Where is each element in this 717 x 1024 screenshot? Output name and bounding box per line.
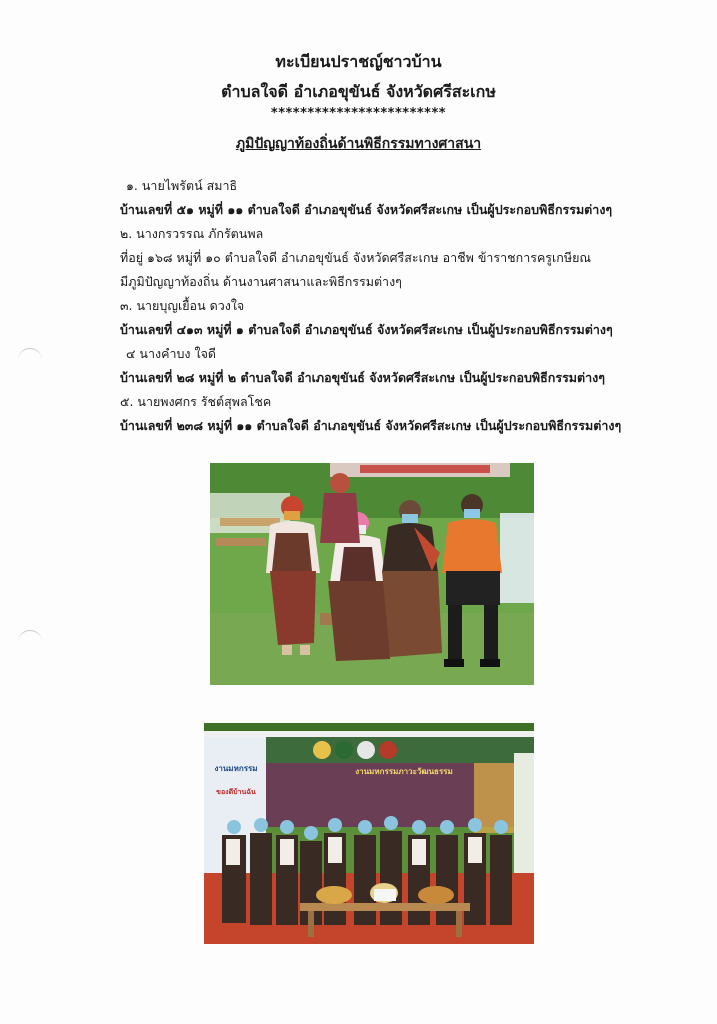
event-group-photo bbox=[204, 723, 534, 944]
entry-name: ๒. นางกรวรรณ ภักรัตนพล bbox=[120, 226, 264, 241]
entries-list bbox=[120, 174, 680, 438]
entry-detail: มีภูมิปัญญาท้องถิ่น ด้านงานศาสนาและพิธีกรรมต่างๆ bbox=[120, 274, 402, 289]
document-location: ตำบลใจดี อำเภอขุขันธ์ จังหวัดศรีสะเกษ bbox=[221, 82, 496, 101]
group-photo-outdoor-illustration bbox=[210, 463, 534, 685]
banner-main-title: งานมหกรรมภาวะวัฒนธรรม bbox=[355, 767, 453, 776]
entry-detail: ที่อยู่ ๑๖๘ หมู่ที่ ๑๐ ตำบลใจดี อำเภอขุขันธ์ จังหวัดศรีสะเกษ อาชีพ ข้าราชการครูเกษียณ bbox=[120, 250, 592, 265]
entry-detail: บ้านเลขที่ ๒๓๘ หมู่ที่ ๑๑ ตำบลใจดี อำเภอขุขันธ์ จังหวัดศรีสะเกษ เป็นผู้ประกอบพิธีกรรมต่างๆ bbox=[120, 418, 622, 433]
entry-detail: บ้านเลขที่ ๔๑๓ หมู่ที่ ๑ ตำบลใจดี อำเภอขุขันธ์ จังหวัดศรีสะเกษ เป็นผู้ประกอบพิธีกรรมต่างๆ bbox=[120, 322, 613, 337]
entry-name: ๕. นายพงศกร รัชต์สุพลโชค bbox=[120, 394, 272, 409]
entry-name: ๓. นายบุญเยื้อน ดวงใจ bbox=[120, 298, 245, 313]
event-group-photo-illustration bbox=[204, 723, 534, 944]
banner-left-subtitle: ของดีบ้านฉัน bbox=[216, 788, 256, 796]
entry-detail: บ้านเลขที่ ๒๘ หมู่ที่ ๒ ตำบลใจดี อำเภอขุขันธ์ จังหวัดศรีสะเกษ เป็นผู้ประกอบพิธีกรรมต่างๆ bbox=[120, 370, 605, 385]
banner-left-title: งานมหกรรม bbox=[214, 764, 258, 773]
punch-hole-mark bbox=[18, 348, 42, 361]
punch-hole-mark bbox=[18, 630, 42, 643]
document-title: ทะเบียนปราชญ์ชาวบ้าน bbox=[275, 52, 442, 71]
section-subtitle: ภูมิปัญญาท้องถิ่นด้านพิธีกรรมทางศาสนา bbox=[235, 136, 482, 152]
entry-detail: บ้านเลขที่ ๕๑ หมู่ที่ ๑๑ ตำบลใจดี อำเภอขุขันธ์ จังหวัดศรีสะเกษ เป็นผู้ประกอบพิธีกรรมต่างๆ bbox=[120, 202, 613, 217]
group-photo-outdoor bbox=[210, 463, 534, 685]
entry-name: ๑. นายไพรัตน์ สมาธิ bbox=[126, 178, 238, 193]
divider-stars: ************************ bbox=[270, 106, 447, 121]
entry-name: ๔ นางคำบง ใจดี bbox=[126, 346, 217, 361]
